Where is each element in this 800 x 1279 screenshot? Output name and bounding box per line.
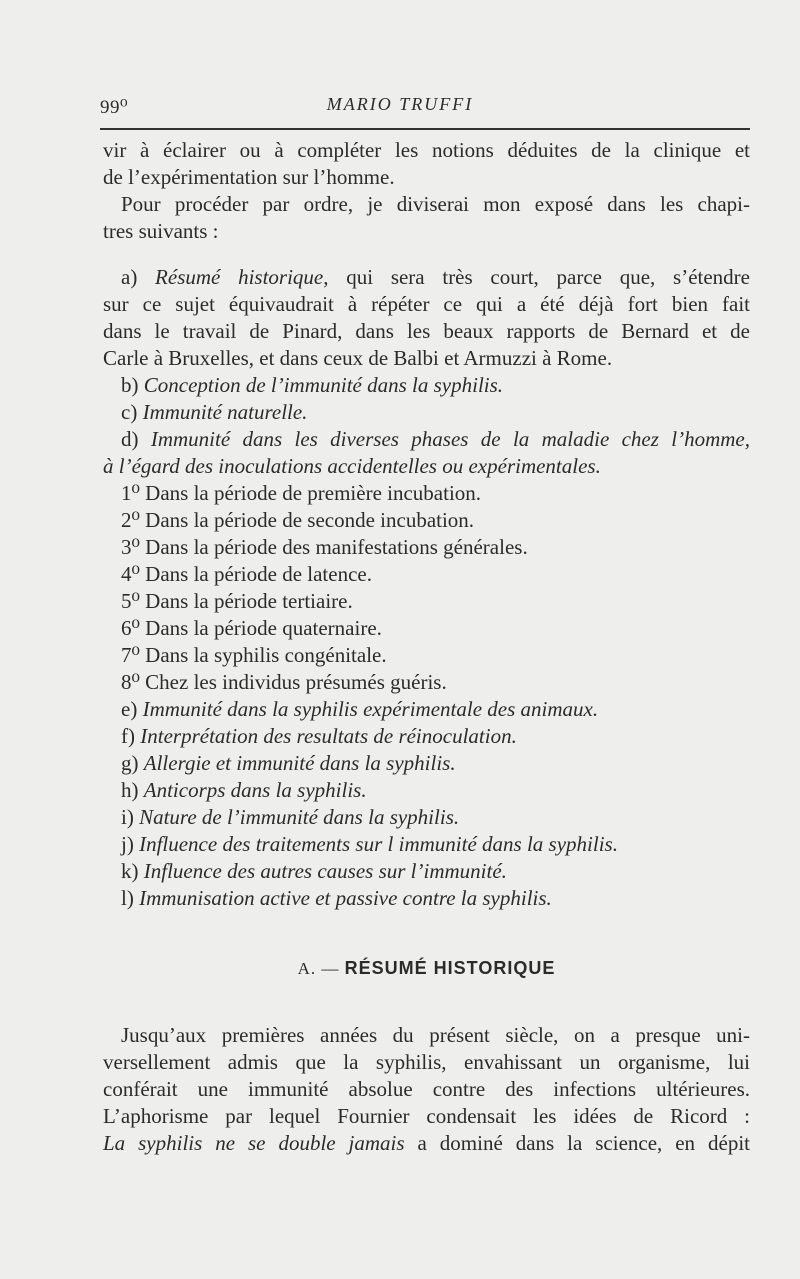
intro-line-3: Pour procéder par ordre, je diviserai mon exposé dans les chapi- — [121, 192, 750, 216]
spacer — [103, 912, 750, 955]
item-e-text: Immunité dans la syphilis expérimentale des animaux. — [142, 697, 599, 721]
body-line-5-rest: a dominé dans la science, en dépit — [404, 1131, 750, 1155]
item-a-rest: , qui sera très court, parce que, s’étendre — [323, 265, 750, 289]
page-number: 99⁰ — [100, 97, 129, 118]
item-f — [103, 723, 750, 750]
item-i — [103, 804, 750, 831]
item-i-label: i) — [121, 805, 140, 829]
item-j-text: Influence des traitements sur l immunité dans la syphilis. — [139, 832, 618, 856]
item-h — [103, 777, 750, 804]
item-d-line-2: à l’égard des inoculations accidentelles ou expérimentales. — [103, 454, 601, 478]
item-g-text: Allergie et immunité dans la syphilis. — [143, 751, 456, 775]
spacer — [103, 982, 750, 1022]
phase-6: 6⁰ Dans la période quaternaire. — [121, 616, 382, 640]
page-content — [103, 137, 750, 1157]
item-b — [103, 372, 750, 399]
aphorism: La syphilis ne se double jamais — [103, 1131, 405, 1155]
item-a-line-3: dans le travail de Pinard, dans les beaux rapports de Bernard et de — [103, 319, 750, 343]
item-c-label: c) — [121, 400, 143, 424]
item-f-text: Interprétation des resultats de réinoculation. — [140, 724, 517, 748]
body-line-2: versellement admis que la syphilis, envahissant un organisme, lui — [103, 1050, 750, 1074]
item-e — [103, 696, 750, 723]
spacer — [103, 245, 750, 264]
item-c-text: Immunité naturelle. — [142, 400, 308, 424]
item-a-line-1 — [103, 264, 750, 291]
item-h-text: Anticorps dans la syphilis. — [143, 778, 367, 802]
item-e-label: e) — [121, 697, 143, 721]
section-letter: A. — — [297, 959, 345, 978]
item-b-text: Conception de l’immunité dans la syphilis. — [143, 373, 504, 397]
item-c — [103, 399, 750, 426]
item-b-label: b) — [121, 373, 144, 397]
item-a-line-2: sur ce sujet équivaudrait à répéter ce qui a été déjà fort bien fait — [103, 292, 750, 316]
item-g — [103, 750, 750, 777]
phase-3: 3⁰ Dans la période des manifestations générales. — [121, 535, 528, 559]
body-line-4: L’aphorisme par lequel Fournier condensait les idées de Ricord : — [103, 1104, 750, 1128]
body-line-1: Jusqu’aux premières années du présent siècle, on a presque uni- — [121, 1023, 750, 1047]
phase-5: 5⁰ Dans la période tertiaire. — [121, 589, 353, 613]
phase-8: 8⁰ Chez les individus présumés guéris. — [121, 670, 447, 694]
item-g-label: g) — [121, 751, 144, 775]
section-title: RÉSUMÉ HISTORIQUE — [344, 958, 556, 978]
header-rule — [100, 128, 750, 130]
item-j-label: j) — [121, 832, 140, 856]
phase-2: 2⁰ Dans la période de seconde incubation. — [121, 508, 475, 532]
running-title: MARIO TRUFFI — [326, 94, 474, 114]
item-l-label: l) — [121, 886, 140, 910]
item-j — [103, 831, 750, 858]
item-a-line-4: Carle à Bruxelles, et dans ceux de Balbi et Armuzzi à Rome. — [103, 346, 613, 370]
item-d-line-1 — [103, 426, 750, 453]
item-l-text: Immunisation active et passive contre la syphilis. — [139, 886, 552, 910]
item-a-label: a) — [121, 265, 156, 289]
item-a-title: Résumé historique — [155, 265, 324, 289]
phase-7: 7⁰ Dans la syphilis congénitale. — [121, 643, 387, 667]
phase-4: 4⁰ Dans la période de latence. — [121, 562, 372, 586]
item-h-label: h) — [121, 778, 144, 802]
intro-line-4: tres suivants : — [103, 219, 219, 243]
item-l — [103, 885, 750, 912]
item-f-label: f) — [121, 724, 141, 748]
intro-line-2: de l’expérimentation sur l’homme. — [103, 165, 395, 189]
item-k-label: k) — [121, 859, 144, 883]
intro-line-1: vir à éclairer ou à compléter les notions déduites de la clinique et — [103, 138, 750, 162]
item-k-text: Influence des autres causes sur l’immunité. — [143, 859, 507, 883]
body-line-3: conférait une immunité absolue contre des infections ultérieures. — [103, 1077, 750, 1101]
item-d-label: d) — [121, 427, 151, 451]
item-k — [103, 858, 750, 885]
phase-1: 1⁰ Dans la période de première incubation. — [121, 481, 482, 505]
item-i-text: Nature de l’immunité dans la syphilis. — [139, 805, 460, 829]
section-heading — [103, 955, 750, 982]
body-line-5 — [103, 1130, 750, 1157]
item-d-text: Immunité dans les diverses phases de la maladie chez l’homme, — [150, 427, 750, 451]
